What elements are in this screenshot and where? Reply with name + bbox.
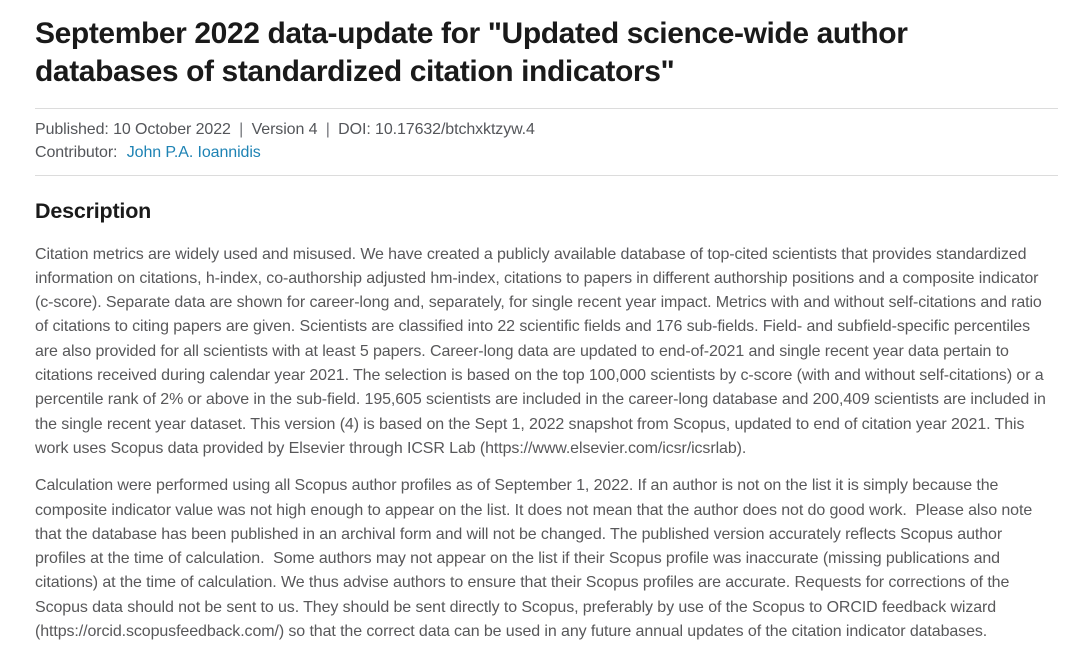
description-heading: Description	[35, 198, 152, 223]
published-date: 10 October 2022	[113, 120, 231, 138]
meta-separator: |	[239, 120, 244, 138]
meta-separator: |	[325, 120, 330, 138]
divider-below-meta	[35, 175, 1058, 176]
contributor-row	[35, 141, 1058, 164]
description-paragraph-2: Calculation were performed using all Scopus author profiles as of September 1, 2022. If an author is not on the list it is simply because the composite indicator value was not high enough to appear on the list. It does not mean that the author does not do good work. Please also note that the database has been published in an archival form and will not be changed. The published version accurately reflects Scopus author profiles at the time of calculation. Some authors may not appear on the list if their Scopus profile was inaccurate (missing publications and citations) at the time of calculation. We thus advise authors to ensure that their Scopus profiles are accurate. Requests for corrections of the Scopus data should not be sent to us. They should be sent directly to Scopus, preferably by use of the Scopus to ORCID feedback wizard (https://orcid.scopusfeedback.com/) so that the correct data can be used in any future annual updates of the citation indicator databases.	[35, 477, 1037, 641]
published-row	[35, 118, 1058, 141]
doi-label: DOI:	[338, 120, 371, 138]
doi-value: 10.17632/btchxktzyw.4	[375, 120, 535, 138]
meta-block	[35, 109, 1058, 175]
description-paragraph-1: Citation metrics are widely used and misused. We have created a publicly available database of top-cited scientists that provides standardized information on citations, h-index, co-authorship adjusted hm-index, citations to papers in different authorship positions and a composite indicator (c-score). Separate data are shown for career-long and, separately, for single recent year impact. Metrics with and without self-citations and ratio of citations to citing papers are given. Scientists are classified into 22 scientific fields and 176 sub-fields. Field- and subfield-specific percentiles are also provided for all scientists with at least 5 papers. Career-long data are updated to end-of-2021 and single recent year data pertain to citations received during calendar year 2021. The selection is based on the top 100,000 scientists by c-score (with and without self-citations) or a percentile rank of 2% or above in the sub-field. 195,605 scientists are included in the career-long database and 200,409 scientists are included in the single recent year dataset. This version (4) is based on the Sept 1, 2022 snapshot from Scopus, updated to end of citation year 2021. This work uses Scopus data provided by Elsevier through ICSR Lab (https://www.elsevier.com/icsr/icsrlab).	[35, 245, 1051, 457]
page-title: September 2022 data-update for "Updated science-wide author databases of standardized citation indicators"	[35, 17, 908, 88]
contributor-label: Contributor:	[35, 143, 118, 161]
version-label: Version 4	[251, 120, 318, 138]
contributor-link[interactable]: John P.A. Ioannidis	[126, 143, 261, 161]
published-label: Published:	[35, 120, 109, 138]
